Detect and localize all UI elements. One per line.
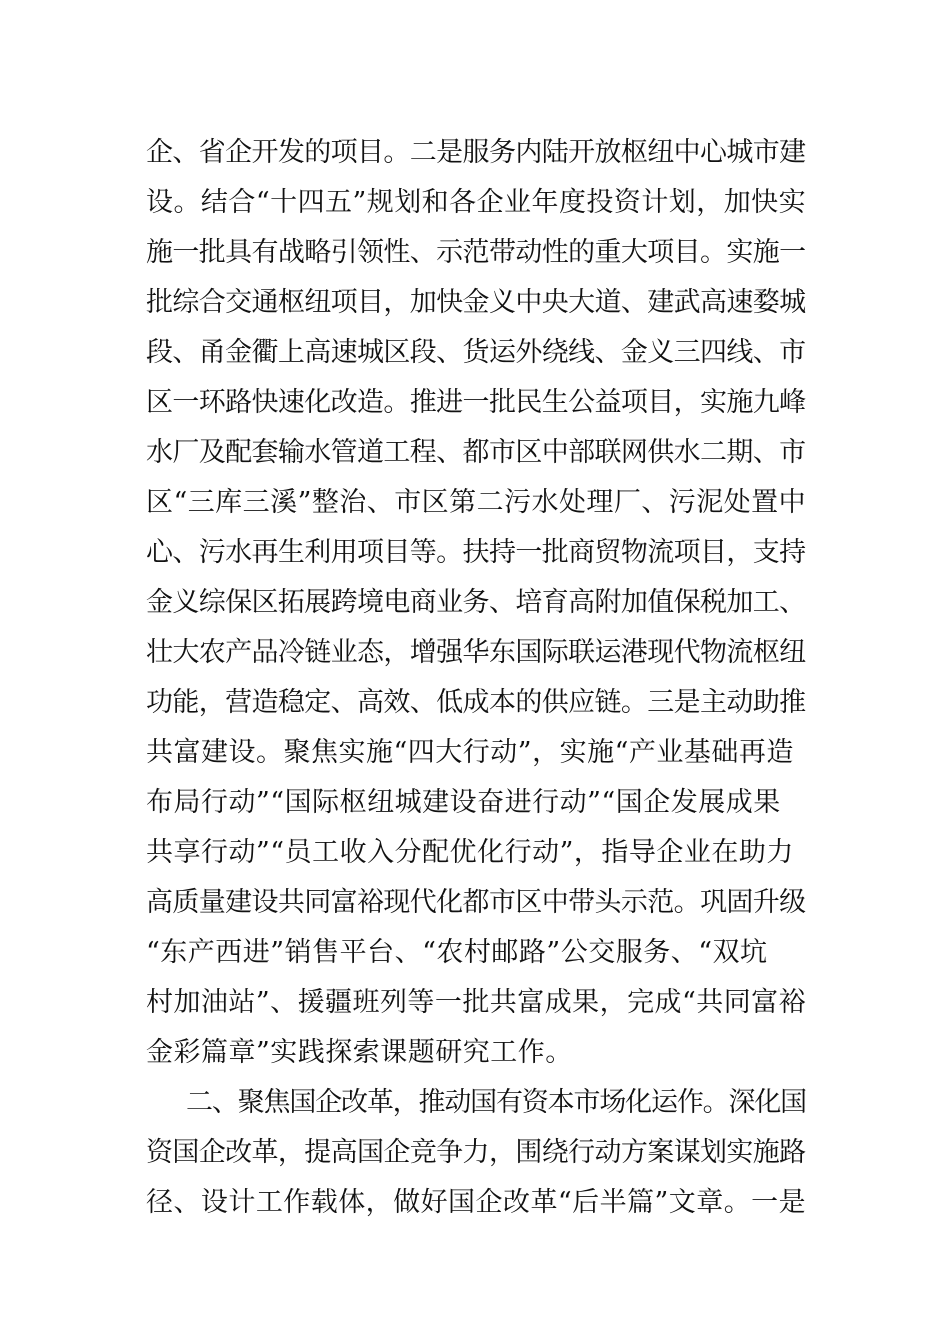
text-line: 心、污水再生利用项目等。扶持一批商贸物流项目，支持 xyxy=(146,537,806,568)
text-line: 金义综保区拓展跨境电商业务、培育高附加值保税加工、 xyxy=(146,587,806,618)
text-line: 共富建设。聚焦实施“四大行动”，实施“产业基础再造 xyxy=(146,737,794,768)
text-line: 企、省企开发的项目。二是服务内陆开放枢纽中心城市建 xyxy=(146,137,806,168)
text-line: 布局行动”“国际枢纽城建设奋进行动”“国企发展成果 xyxy=(146,787,781,818)
text-line: 批综合交通枢纽项目，加快金义中央大道、建武高速婺城 xyxy=(146,287,806,318)
text-line: 功能，营造稳定、高效、低成本的供应链。三是主动助推 xyxy=(146,687,806,718)
text-line: 区一环路快速化改造。推进一批民生公益项目，实施九峰 xyxy=(146,387,806,418)
text-line: 径、设计工作载体，做好国企改革“后半篇”文章。一是 xyxy=(146,1187,807,1218)
text-line: 区“三库三溪”整治、市区第二污水处理厂、污泥处置中 xyxy=(146,487,807,518)
text-line: 村加油站”、援疆班列等一批共富成果，完成“共同富裕 xyxy=(146,987,807,1018)
text-line: 资国企改革，提高国企竞争力，围绕行动方案谋划实施路 xyxy=(146,1137,806,1168)
text-line: 段、甬金衢上高速城区段、货运外绕线、金义三四线、市 xyxy=(146,337,806,368)
text-line: 共享行动”“员工收入分配优化行动”，指导企业在助力 xyxy=(146,837,794,868)
text-line: 壮大农产品冷链业态，增强华东国际联运港现代物流枢纽 xyxy=(146,637,806,668)
text-line: 施一批具有战略引领性、示范带动性的重大项目。实施一 xyxy=(146,237,806,268)
section-heading-line: 二、聚焦国企改革，推动国有资本市场化运作。深化国 xyxy=(186,1087,806,1118)
text-line: 水厂及配套输水管道工程、都市区中部联网供水二期、市 xyxy=(146,437,806,468)
text-line: “东产西进”销售平台、“农村邮路”公交服务、“双坑 xyxy=(146,937,768,968)
text-line: 高质量建设共同富裕现代化都市区中带头示范。巩固升级 xyxy=(146,887,806,918)
text-line: 设。结合“十四五”规划和各企业年度投资计划，加快实 xyxy=(146,187,807,218)
text-line: 金彩篇章”实践探索课题研究工作。 xyxy=(146,1037,573,1068)
